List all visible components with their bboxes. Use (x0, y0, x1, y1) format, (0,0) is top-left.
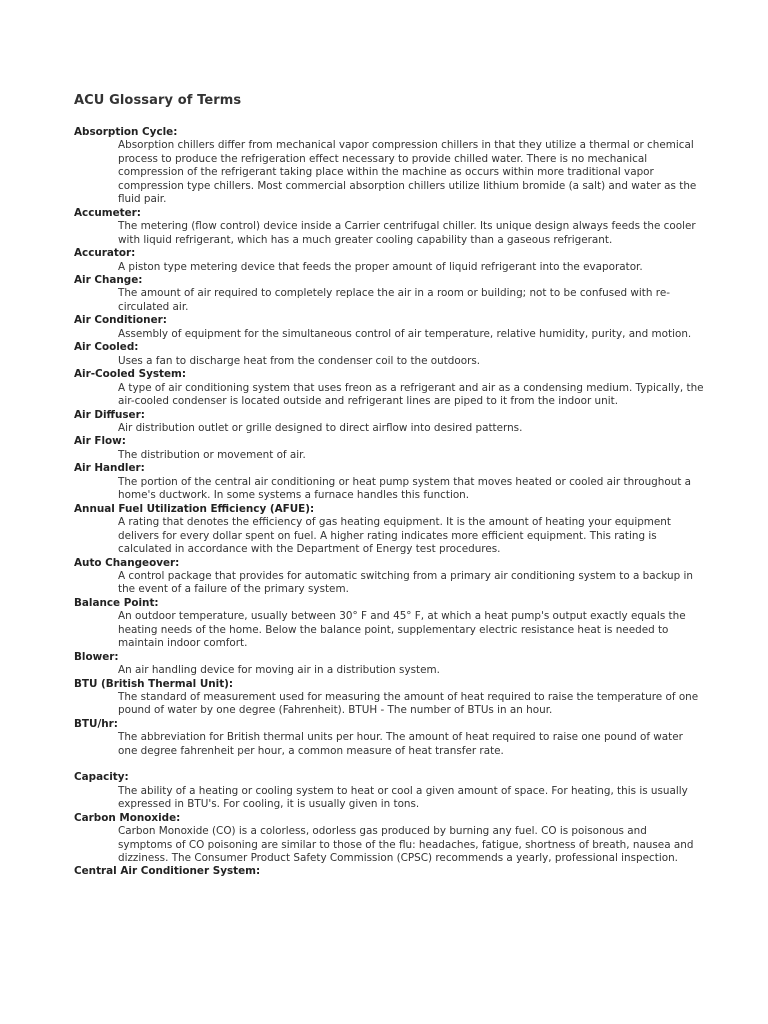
glossary-entry (74, 207, 704, 247)
glossary-term: Carbon Monoxide: (74, 811, 181, 824)
glossary-term: Air Flow: (74, 435, 126, 448)
glossary-entry (74, 718, 704, 758)
glossary-entry (74, 126, 704, 207)
glossary-term: Accurator: (74, 247, 136, 260)
glossary-definition: The ability of a heating or cooling system to heat or cool a given amount of space. For heating, this is usually expressed in BTU's. For cooling, it is usually given in tons. (118, 784, 688, 811)
glossary-definition: The standard of measurement used for measuring the amount of heat required to raise the temperature of one pound of water by one degree (Fahrenheit). BTUH - The number of BTUs in an hour. (118, 691, 699, 717)
glossary-entry (74, 314, 704, 341)
glossary-definition: A rating that denotes the efficiency of gas heating equipment. It is the amount of heating your equipment delivers for every dollar spent on fuel. A higher rating indicates more efficient equipment. This rating is calculated in accordance with the Department of Energy test procedures. (118, 516, 671, 556)
glossary-definition: A piston type metering device that feeds the proper amount of liquid refrigerant into the evaporator. (118, 260, 643, 273)
glossary-entry (74, 368, 704, 408)
page-title: ACU Glossary of Terms (74, 93, 242, 108)
glossary-entry (74, 651, 704, 678)
glossary-term: Air-Cooled System: (74, 368, 187, 381)
glossary-entry (74, 435, 704, 462)
glossary-definition: The distribution or movement of air. (118, 448, 306, 461)
glossary-entry (74, 865, 704, 878)
glossary-term: BTU (British Thermal Unit): (74, 677, 234, 690)
glossary-entry (74, 409, 704, 436)
glossary-definition: Air distribution outlet or grille designed to direct airflow into desired patterns. (118, 421, 523, 434)
glossary-entry (74, 678, 704, 718)
glossary-term: Balance Point: (74, 596, 159, 609)
glossary-term: Air Handler: (74, 462, 145, 475)
glossary-definition: An air handling device for moving air in a distribution system. (118, 664, 440, 677)
glossary-definition: Assembly of equipment for the simultaneous control of air temperature, relative humidity, purity, and motion. (118, 327, 692, 340)
glossary-definition: The portion of the central air conditioning or heat pump system that moves heated or cooled air throughout a home's ductwork. In some systems a furnace handles this function. (118, 475, 692, 502)
glossary-term: Absorption Cycle: (74, 126, 178, 138)
glossary-definition: A control package that provides for automatic switching from a primary air conditioning system to a backup in the event of a failure of the primary system. (118, 569, 693, 596)
glossary-list (74, 126, 704, 879)
glossary-entry (74, 597, 704, 651)
glossary-term: Air Cooled: (74, 341, 139, 354)
glossary-entry (74, 274, 704, 314)
glossary-entry (74, 812, 704, 866)
glossary-entry (74, 462, 704, 502)
glossary-entry (74, 503, 704, 557)
glossary-term: Air Change: (74, 273, 143, 286)
glossary-definition: Carbon Monoxide (CO) is a colorless, odorless gas produced by burning any fuel. CO is poisonous and symptoms of CO poisoning are similar to those of the flu: headaches, fatigue, shortness of breath, nausea and dizziness. The Consumer Product Safety Commission (CPSC) recommends a yearly, professional inspection. (118, 825, 694, 865)
glossary-entry (74, 341, 704, 368)
glossary-term: BTU/hr: (74, 717, 118, 730)
glossary-term: Capacity: (74, 771, 129, 784)
glossary-term: Accumeter: (74, 206, 141, 219)
glossary-term: Annual Fuel Utilization Efficiency (AFUE): (74, 502, 315, 515)
glossary-definition: Absorption chillers differ from mechanical vapor compression chillers in that they utilize a thermal or chemical process to produce the refrigeration effect necessary to provide chilled water. There is no mechanical compression of the refrigerant taking place within the machine as occurs within more traditional vapor compression type chillers. Most commercial absorption chillers utilize lithium bromide (a salt) and water as the fluid pair. (118, 139, 697, 206)
glossary-entry (74, 247, 704, 274)
glossary-definition: The abbreviation for British thermal units per hour. The amount of heat required to raise one pound of water one degree fahrenheit per hour, a common measure of heat transfer rate. (118, 731, 683, 757)
glossary-term: Blower: (74, 650, 119, 663)
glossary-term: Auto Changeover: (74, 556, 180, 569)
glossary-term: Central Air Conditioner System: (74, 865, 261, 878)
glossary-entry (74, 557, 704, 597)
section-spacer (74, 758, 704, 771)
glossary-definition: The amount of air required to completely replace the air in a room or building; not to be confused with re-circulated air. (118, 287, 670, 313)
glossary-term: Air Diffuser: (74, 408, 145, 421)
glossary-entry (74, 771, 704, 811)
glossary-definition: The metering (flow control) device inside a Carrier centrifugal chiller. Its unique design always feeds the cooler with liquid refrigerant, which has a much greater cooling capability than a gaseous refrigerant. (118, 220, 696, 246)
glossary-definition: An outdoor temperature, usually between 30° F and 45° F, at which a heat pump's output exactly equals the heating needs of the home. Below the balance point, supplementary electric resistance heat is needed to maintain indoor comfort. (118, 610, 686, 650)
glossary-definition: Uses a fan to discharge heat from the condenser coil to the outdoors. (118, 354, 481, 367)
glossary-term: Air Conditioner: (74, 314, 167, 327)
glossary-definition: A type of air conditioning system that uses freon as a refrigerant and air as a condensing medium. Typically, the air-cooled condenser is located outside and refrigerant lines are piped to it from the indoor unit. (118, 381, 704, 408)
